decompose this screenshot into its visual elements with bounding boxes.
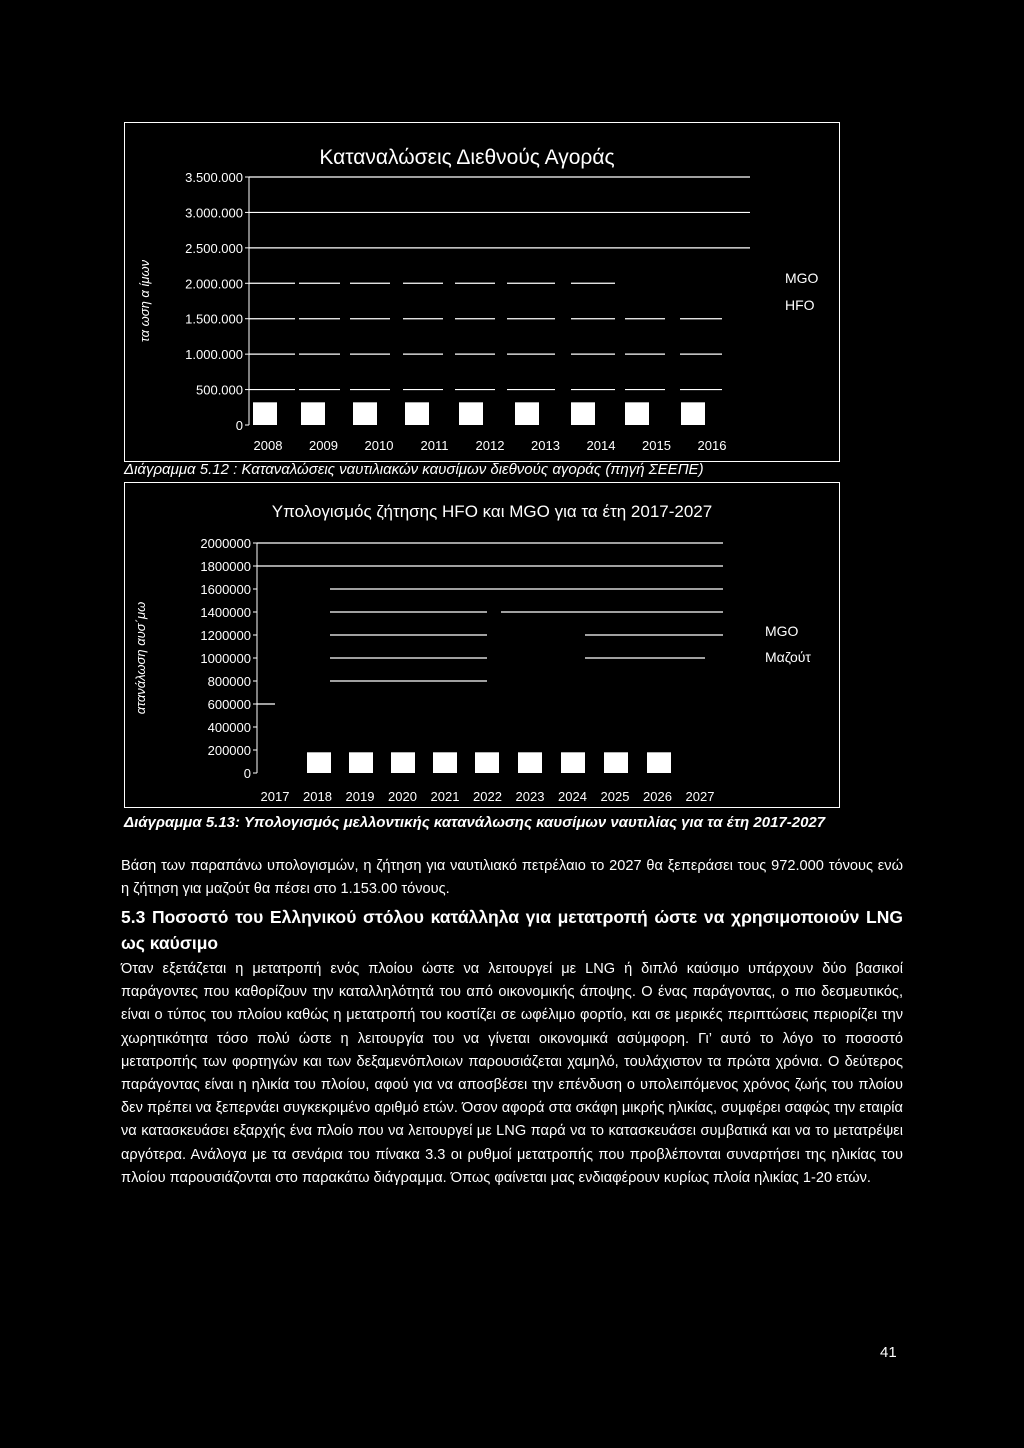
legend-entry: HFO: [785, 297, 815, 313]
figure-caption-5-12: Διάγραμμα 5.12 : Καταναλώσεις ναυτιλιακών καυσίμων διεθνούς αγοράς (πηγή ΣΕΕΠΕ): [124, 461, 704, 478]
bar-2020: [433, 752, 457, 773]
x-tick-label: 2020: [388, 789, 417, 804]
y-tick-label: 600000: [207, 697, 251, 712]
y-tick-label: 0: [235, 418, 243, 433]
x-tick-label: 2022: [473, 789, 502, 804]
chart-1-svg: [125, 123, 839, 461]
y-tick-label: 0: [243, 766, 251, 781]
y-tick-label: 1800000: [200, 559, 251, 574]
x-tick-label: 2023: [515, 789, 545, 804]
y-tick-label: 1200000: [200, 628, 251, 643]
x-tick-label: 2015: [642, 438, 671, 453]
bar-2021: [475, 752, 499, 773]
x-tick-label: 2016: [697, 438, 727, 453]
chart-2-svg: [125, 483, 839, 807]
bar-2018: [349, 752, 373, 773]
x-tick-label: 2024: [558, 789, 587, 804]
x-tick-label: 2013: [531, 438, 560, 453]
section-heading-5-3: 5.3 Ποσοστό του Ελληνικού στόλου κατάλληλα για μετατροπή ώστε να χρησιμοποιούν LNG ως καύσιμο: [121, 907, 903, 953]
y-axis-label: τα ωση α ίμων: [137, 259, 152, 343]
y-tick-label: 2.000.000: [185, 276, 243, 292]
figure-caption-5-13: Διάγραμμα 5.13: Υπολογισμός μελλοντικής κατανάλωσης καυσίμων ναυτιλίας για τα έτη 2017-2027: [124, 814, 826, 831]
bar-2012: [459, 402, 483, 425]
chart-demand-forecast: [124, 482, 840, 808]
legend-entry: MGO: [765, 623, 799, 639]
y-tick-label: 1.000.000: [185, 347, 243, 363]
legend-entry: Μαζούτ: [765, 649, 811, 665]
chart-international-consumption: [124, 122, 840, 462]
y-tick-label: 1400000: [200, 605, 251, 620]
y-tick-label: 1000000: [200, 651, 251, 666]
x-tick-label: 2012: [475, 438, 505, 453]
bar-2010: [353, 402, 377, 425]
bar-2009: [301, 402, 325, 425]
bar-2025: [647, 752, 671, 773]
x-tick-label: 2009: [309, 438, 338, 453]
y-tick-label: 800000: [207, 674, 251, 689]
x-tick-label: 2025: [600, 789, 630, 804]
y-axis-label: ατανάλωση αυσ΄μω: [133, 601, 148, 715]
bar-2013: [515, 402, 539, 425]
x-tick-label: 2026: [643, 789, 672, 804]
y-tick-label: 2000000: [200, 536, 251, 551]
bar-2023: [561, 752, 585, 773]
y-tick-label: 3.000.000: [185, 205, 243, 221]
page-number: 41: [880, 1344, 897, 1361]
paragraph-conversion-factors: Όταν εξετάζεται η μετατροπή ενός πλοίου ώστε να λειτουργεί με LNG ή διπλό καύσιμο υπάρχουν δύο βασικοί παράγοντες που καθορίζουν την καταλληλότητά του από οικονομικής άποψης. Ο ένας παράγοντας, ο πιο δεσμευτικός, είναι ο τύπος του πλοίου καθώς η μετατροπή του κοστίζει σε ωφέλιμο φορτίο, και σε μερικές περιπτώσεις περιορίζει την χωρητικότητα τόσο πολύ ώστε η λειτουργία του να γίνεται οικονομικά ασύμφορη. Γι’ αυτό το λόγο το ποσοστό μετατροπής των φορτηγών και των δεξαμενόπλοιων παρουσιάζεται χαμηλό, τουλάχιστον τα πρώτα χρόνια. Ο δεύτερος παράγοντας είναι η ηλικία του πλοίου, αφού για να αποσβέσει την επένδυση ο υπολειπόμενος χρόνος ζωής του πλοίου δεν πρέπει να ξεπερνάει συγκεκριμένο αριθμό ετών. Όσον αφορά στα σκάφη μικρής ηλικίας, συμφέρει σαφώς την εταιρία να κατασκευάσει εξαρχής ένα πλοίο που να λειτουργεί με LNG παρά να το κατασκευάσει συμβατικά και να το μετατρέψει αργότερα. Ανάλογα με τα σενάρια του πίνακα 3.3 οι ρυθμοί μετατροπής που προβλέπονται συναρτήσει της ηλικίας του πλοίου παρουσιάζονται στο παρακάτω διάγραμμα. Όπως φαίνεται μας ενδιαφέρουν κυρίως πλοία ηλικίας 1-20 ετών.: [121, 961, 903, 1186]
x-tick-label: 2014: [586, 438, 616, 453]
bar-2017: [307, 752, 331, 773]
y-tick-label: 400000: [207, 720, 251, 735]
y-tick-label: 1600000: [200, 582, 251, 597]
x-tick-label: 2011: [420, 438, 449, 453]
bar-2024: [604, 752, 628, 773]
x-tick-label: 2021: [430, 789, 460, 804]
bar-2015: [625, 402, 649, 425]
y-tick-label: 200000: [207, 743, 251, 758]
y-tick-label: 1.500.000: [185, 311, 243, 327]
x-tick-label: 2008: [253, 438, 283, 453]
y-tick-label: 3.500.000: [185, 170, 243, 185]
x-tick-label: 2010: [364, 438, 394, 453]
bar-2016: [681, 402, 705, 425]
chart-title: Υπολογισμός ζήτησης HFO και MGO για τα έτη 2017-2027: [271, 502, 713, 521]
x-tick-label: 2027: [685, 789, 715, 804]
bar-2011: [405, 402, 429, 425]
y-tick-label: 2.500.000: [185, 240, 243, 256]
chart-title: Καταναλώσεις Διεθνούς Αγοράς: [319, 146, 615, 169]
x-tick-label: 2017: [260, 789, 290, 804]
x-tick-label: 2018: [303, 789, 332, 804]
paragraph-demand-summary: Βάση των παραπάνω υπολογισμών, η ζήτηση για ναυτιλιακό πετρέλαιο το 2027 θα ξεπεράσει τους 972.000 τόνους ενώ η ζήτηση για μαζούτ θα πέσει στο 1.153.00 τόνους.: [121, 858, 903, 898]
bar-2019: [391, 752, 415, 773]
legend-entry: MGO: [785, 270, 819, 286]
y-tick-label: 500.000: [196, 382, 243, 398]
bar-2014: [571, 402, 595, 425]
bar-2008: [253, 402, 277, 425]
bar-2022: [518, 752, 542, 773]
x-tick-label: 2019: [345, 789, 375, 804]
